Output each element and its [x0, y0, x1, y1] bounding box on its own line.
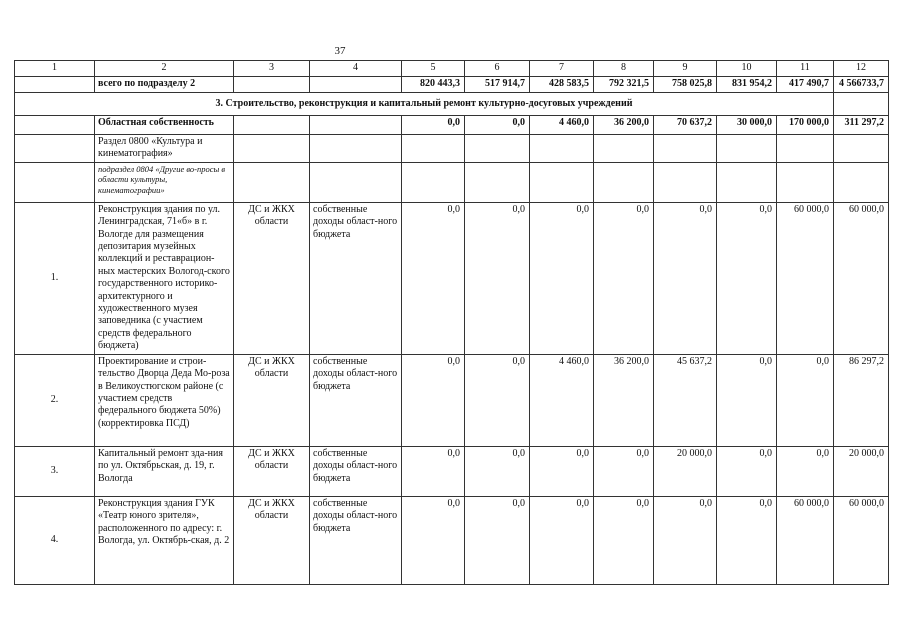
page-number: 37	[334, 45, 346, 57]
item-source: собственные доходы област-ного бюджета	[310, 496, 402, 584]
item-value: 0,0	[402, 354, 465, 446]
subtotal-value: 428 583,5	[530, 77, 594, 93]
podrazdel-row	[15, 162, 889, 202]
oblast-value: 311 297,2	[834, 116, 889, 135]
item-value: 0,0	[465, 354, 530, 446]
item-value: 0,0	[530, 446, 594, 496]
subtotal-value: 517 914,7	[465, 77, 530, 93]
item-value: 0,0	[654, 202, 717, 354]
subtotal-value: 831 954,2	[717, 77, 777, 93]
item-executor: ДС и ЖКХ области	[234, 354, 310, 446]
item-value: 60 000,0	[777, 496, 834, 584]
column-number: 10	[717, 61, 777, 77]
item-source: собственные доходы област-ного бюджета	[310, 202, 402, 354]
item-value: 20 000,0	[654, 446, 717, 496]
item-value: 0,0	[594, 496, 654, 584]
item-number: 3.	[15, 446, 95, 496]
subtotal-value: 4 566733,7	[834, 77, 889, 93]
column-number: 1	[15, 61, 95, 77]
item-value: 0,0	[654, 496, 717, 584]
column-number: 2	[95, 61, 234, 77]
budget-table	[14, 60, 889, 585]
section-title: 3. Строительство, реконструкция и капитальный ремонт культурно-досуговых учреждений	[15, 93, 834, 116]
oblast-value: 170 000,0	[777, 116, 834, 135]
item-value: 0,0	[717, 202, 777, 354]
subtotal-value: 820 443,3	[402, 77, 465, 93]
item-value: 45 637,2	[654, 354, 717, 446]
column-number: 7	[530, 61, 594, 77]
item-value: 0,0	[402, 202, 465, 354]
item-value: 0,0	[717, 496, 777, 584]
item-value: 0,0	[594, 202, 654, 354]
item-value: 60 000,0	[834, 202, 889, 354]
item-name: Реконструкция здания ГУК «Театр юного зрителя», расположенного по адресу: г. Вологда, ул. Октябрь-ская, д. 2	[95, 496, 234, 584]
oblast-value: 30 000,0	[717, 116, 777, 135]
oblast-value: 0,0	[402, 116, 465, 135]
table-row	[15, 446, 889, 496]
item-value: 36 200,0	[594, 354, 654, 446]
subtotal-row	[15, 77, 889, 93]
column-number-row	[15, 61, 889, 77]
subtotal-value: 792 321,5	[594, 77, 654, 93]
column-number: 6	[465, 61, 530, 77]
column-number: 5	[402, 61, 465, 77]
item-name: Капитальный ремонт зда-ния по ул. Октябрьская, д. 19, г. Вологда	[95, 446, 234, 496]
item-value: 0,0	[717, 354, 777, 446]
section-title-row	[15, 93, 889, 116]
item-executor: ДС и ЖКХ области	[234, 446, 310, 496]
item-value: 0,0	[402, 496, 465, 584]
item-value: 0,0	[530, 202, 594, 354]
column-number: 12	[834, 61, 889, 77]
item-value: 4 460,0	[530, 354, 594, 446]
item-source: собственные доходы област-ного бюджета	[310, 354, 402, 446]
item-executor: ДС и ЖКХ области	[234, 202, 310, 354]
column-number: 4	[310, 61, 402, 77]
item-number: 2.	[15, 354, 95, 446]
item-value: 60 000,0	[834, 496, 889, 584]
oblast-label: Областная собственность	[95, 116, 234, 135]
oblast-value: 0,0	[465, 116, 530, 135]
item-value: 0,0	[717, 446, 777, 496]
item-name: Реконструкция здания по ул. Ленинградская, 71«б» в г. Вологде для размещения депозитария музейных коллекций и реставрацион-ных мастерских Вологод-ского государственного историко-архитектурного и художественного музея заповедника (с участием средств федерального бюджета)	[95, 202, 234, 354]
item-value: 60 000,0	[777, 202, 834, 354]
oblast-value: 4 460,0	[530, 116, 594, 135]
item-value: 86 297,2	[834, 354, 889, 446]
table-row	[15, 202, 889, 354]
item-value: 0,0	[777, 446, 834, 496]
podrazdel-label: подраздел 0804 «Другие во-просы в области культуры, кинематографии»	[95, 162, 234, 202]
table-row	[15, 496, 889, 584]
column-number: 9	[654, 61, 717, 77]
item-number: 4.	[15, 496, 95, 584]
razdel-label: Раздел 0800 «Культура и кинематография»	[95, 135, 234, 163]
razdel-row	[15, 135, 889, 163]
oblast-value: 70 637,2	[654, 116, 717, 135]
item-value: 0,0	[465, 202, 530, 354]
subtotal-label: всего по подразделу 2	[95, 77, 234, 93]
item-value: 0,0	[465, 446, 530, 496]
item-value: 0,0	[777, 354, 834, 446]
oblast-row	[15, 116, 889, 135]
subtotal-value: 758 025,8	[654, 77, 717, 93]
item-value: 0,0	[594, 446, 654, 496]
item-source: собственные доходы област-ного бюджета	[310, 446, 402, 496]
item-value: 0,0	[402, 446, 465, 496]
table-row	[15, 354, 889, 446]
item-value: 20 000,0	[834, 446, 889, 496]
item-number: 1.	[15, 202, 95, 354]
item-executor: ДС и ЖКХ области	[234, 496, 310, 584]
item-value: 0,0	[465, 496, 530, 584]
column-number: 3	[234, 61, 310, 77]
oblast-value: 36 200,0	[594, 116, 654, 135]
subtotal-value: 417 490,7	[777, 77, 834, 93]
item-name: Проектирование и строи-тельство Дворца Деда Мо-роза в Великоустюгском районе (с участием средств федерального бюджета 50%) (корректировка ПСД)	[95, 354, 234, 446]
column-number: 11	[777, 61, 834, 77]
item-value: 0,0	[530, 496, 594, 584]
column-number: 8	[594, 61, 654, 77]
